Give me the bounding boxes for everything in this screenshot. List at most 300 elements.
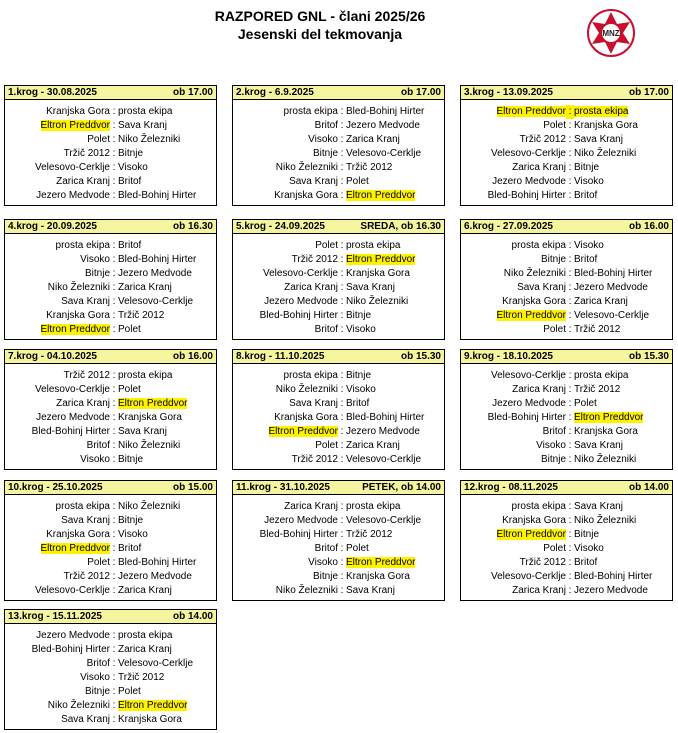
match-separator: : — [340, 501, 344, 512]
match-row — [5, 161, 216, 175]
match-separator: : — [112, 714, 116, 725]
away-team — [118, 556, 216, 570]
home-team-name: Kranjska Gora — [274, 190, 338, 201]
home-team-name: Kranjska Gora — [502, 296, 566, 307]
home-team-name: Sava Kranj — [517, 282, 566, 293]
home-team — [5, 514, 110, 528]
away-team — [574, 133, 672, 147]
home-team — [461, 147, 566, 161]
match-row — [233, 189, 444, 203]
home-team — [5, 629, 110, 643]
away-team — [574, 175, 672, 189]
home-team — [461, 175, 566, 189]
away-team — [346, 369, 444, 383]
home-team — [233, 570, 338, 584]
match-separator: : — [568, 585, 572, 596]
round-card — [4, 480, 217, 601]
away-team-name: Velesovo-Cerklje — [574, 310, 650, 321]
away-team — [346, 411, 444, 425]
match-separator: : — [568, 120, 572, 131]
away-team — [346, 147, 444, 161]
away-team — [118, 175, 216, 189]
match-row — [5, 542, 216, 556]
away-team-name: Britof — [574, 190, 598, 201]
home-team-name: Zarica Kranj — [512, 585, 566, 596]
match-row — [5, 323, 216, 337]
away-team — [574, 500, 672, 514]
away-team-name: Sava Kranj — [346, 282, 395, 293]
match-separator: : — [340, 370, 344, 381]
away-team — [118, 699, 216, 713]
match-row — [461, 161, 672, 175]
home-team-name: Eltron Preddvor — [40, 324, 110, 335]
away-team-name: Tržič 2012 — [574, 384, 621, 395]
away-team-name: Britof — [118, 543, 142, 554]
away-team — [118, 453, 216, 467]
home-team — [5, 133, 110, 147]
match-row — [461, 281, 672, 295]
match-row — [233, 119, 444, 133]
home-team — [5, 453, 110, 467]
round-label: 5.krog - 24.09.2025 — [236, 221, 325, 232]
home-team-name: Sava Kranj — [61, 714, 110, 725]
away-team-name: Niko Železniki — [346, 296, 409, 307]
away-team — [574, 267, 672, 281]
home-team-name: Britof — [86, 440, 110, 451]
away-team-name: Eltron Preddvor — [346, 254, 416, 265]
match-row — [5, 267, 216, 281]
home-team — [233, 369, 338, 383]
away-team-name: Visoko — [118, 162, 148, 173]
home-team — [5, 556, 110, 570]
home-team — [5, 267, 110, 281]
home-team — [233, 105, 338, 119]
home-team — [233, 397, 338, 411]
home-team — [5, 411, 110, 425]
home-team — [233, 453, 338, 467]
match-separator: : — [340, 176, 344, 187]
match-row — [461, 514, 672, 528]
match-separator: : — [112, 176, 116, 187]
match-row — [5, 295, 216, 309]
match-separator: : — [568, 515, 572, 526]
away-team-name: Polet — [118, 686, 141, 697]
home-team-name: Bled-Bohinj Hirter — [31, 426, 110, 437]
match-separator: : — [112, 384, 116, 395]
home-team-name: Zarica Kranj — [284, 501, 338, 512]
home-team — [5, 584, 110, 598]
home-team — [5, 671, 110, 685]
match-row — [461, 189, 672, 203]
home-team-name: Sava Kranj — [61, 515, 110, 526]
round-header — [233, 350, 444, 364]
home-team-name: Britof — [314, 543, 338, 554]
home-team-name: Visoko — [80, 254, 110, 265]
away-team-name: Niko Železniki — [574, 454, 637, 465]
round-card — [460, 480, 673, 601]
home-team-name: Jezero Medvode — [264, 515, 338, 526]
match-row — [233, 323, 444, 337]
home-team-name: Tržič 2012 — [63, 370, 110, 381]
match-separator: : — [340, 268, 344, 279]
away-team — [574, 161, 672, 175]
match-separator: : — [340, 529, 344, 540]
home-team-name: Polet — [87, 557, 110, 568]
away-team-name: Kranjska Gora — [118, 412, 182, 423]
away-team — [574, 119, 672, 133]
home-team — [5, 439, 110, 453]
home-team-name: Visoko — [308, 557, 338, 568]
match-separator: : — [112, 585, 116, 596]
match-row — [5, 528, 216, 542]
home-team-name: Visoko — [80, 454, 110, 465]
round-time: ob 16.30 — [172, 221, 213, 232]
home-team — [233, 161, 338, 175]
round-header — [5, 481, 216, 495]
home-team — [233, 500, 338, 514]
match-row — [461, 309, 672, 323]
away-team — [346, 189, 444, 203]
match-row — [461, 383, 672, 397]
match-separator: : — [112, 296, 116, 307]
home-team-name: Bitnje — [312, 148, 338, 159]
home-team-name: Britof — [314, 324, 338, 335]
round-card — [460, 219, 673, 340]
match-row — [5, 500, 216, 514]
match-row — [461, 253, 672, 267]
away-team-name: Bitnje — [118, 515, 144, 526]
away-team-name: prosta ekipa — [346, 240, 401, 251]
away-team — [118, 397, 216, 411]
away-team — [118, 542, 216, 556]
match-separator: : — [568, 254, 572, 265]
match-row — [5, 397, 216, 411]
home-team — [5, 309, 110, 323]
match-separator: : — [568, 384, 572, 395]
round-label: 11.krog - 31.10.2025 — [236, 482, 330, 493]
match-row — [461, 528, 672, 542]
away-team-name: Jezero Medvode — [118, 571, 192, 582]
match-separator: : — [340, 412, 344, 423]
match-separator: : — [112, 543, 116, 554]
home-team — [5, 528, 110, 542]
match-separator: : — [112, 700, 116, 711]
away-team-name: Britof — [118, 240, 142, 251]
away-team — [118, 514, 216, 528]
away-team — [118, 369, 216, 383]
away-team — [118, 570, 216, 584]
match-separator: : — [340, 426, 344, 437]
away-team-name: Zarica Kranj — [118, 282, 172, 293]
match-row — [233, 133, 444, 147]
away-team-name: Jezero Medvode — [346, 426, 420, 437]
home-team-name: Bitnje — [84, 268, 110, 279]
home-team-name: Polet — [87, 134, 110, 145]
home-team-name: prosta ekipa — [55, 501, 110, 512]
match-row — [233, 147, 444, 161]
home-team-name: Bitnje — [84, 686, 110, 697]
match-separator: : — [112, 501, 116, 512]
round-header — [461, 350, 672, 364]
away-team — [118, 584, 216, 598]
home-team-name: Tržič 2012 — [63, 571, 110, 582]
away-team-name: Zarica Kranj — [574, 296, 628, 307]
match-separator: : — [568, 440, 572, 451]
home-team — [5, 657, 110, 671]
home-team-name: Eltron Preddvor — [496, 310, 566, 321]
match-row — [461, 556, 672, 570]
home-team — [233, 239, 338, 253]
round-card — [4, 219, 217, 340]
round-header — [233, 481, 444, 495]
mnz-logo — [586, 8, 636, 58]
home-team — [461, 411, 566, 425]
home-team — [461, 295, 566, 309]
away-team-name: Kranjska Gora — [574, 120, 638, 131]
away-team-name: Niko Železniki — [118, 501, 181, 512]
round-label: 9.krog - 18.10.2025 — [464, 351, 553, 362]
away-team-name: Jezero Medvode — [346, 120, 420, 131]
home-team — [461, 584, 566, 598]
round-label: 2.krog - 6.9.2025 — [236, 87, 314, 98]
home-team-name: Kranjska Gora — [46, 529, 110, 540]
home-team-name: prosta ekipa — [283, 370, 338, 381]
away-team-name: Niko Železniki — [118, 440, 181, 451]
away-team — [118, 119, 216, 133]
match-row — [5, 309, 216, 323]
home-team — [461, 281, 566, 295]
round-header — [5, 610, 216, 624]
away-team — [118, 383, 216, 397]
match-separator: : — [112, 440, 116, 451]
home-team — [461, 323, 566, 337]
match-row — [233, 309, 444, 323]
away-team — [346, 239, 444, 253]
away-team — [118, 713, 216, 727]
home-team — [5, 175, 110, 189]
round-card — [460, 349, 673, 470]
match-row — [5, 584, 216, 598]
home-team-name: Polet — [543, 120, 566, 131]
home-team-name: Niko Železniki — [47, 282, 110, 293]
away-team — [346, 161, 444, 175]
home-team-name: Kranjska Gora — [502, 515, 566, 526]
match-row — [5, 439, 216, 453]
home-team — [5, 570, 110, 584]
home-team — [5, 105, 110, 119]
away-team-name: Tržič 2012 — [118, 310, 165, 321]
match-row — [233, 295, 444, 309]
round-label: 6.krog - 27.09.2025 — [464, 221, 553, 232]
match-separator: : — [568, 529, 572, 540]
round-time: ob 15.30 — [400, 351, 441, 362]
home-team — [5, 500, 110, 514]
home-team-name: Velesovo-Cerklje — [490, 571, 566, 582]
home-team-name: Velesovo-Cerklje — [34, 585, 110, 596]
match-separator: : — [112, 630, 116, 641]
away-team — [346, 119, 444, 133]
away-team-name: Bled-Bohinj Hirter — [118, 254, 197, 265]
away-team — [346, 500, 444, 514]
home-team-name: Polet — [315, 240, 338, 251]
round-header — [233, 220, 444, 234]
home-team-name: Tržič 2012 — [63, 148, 110, 159]
away-team — [574, 397, 672, 411]
away-team-name: Zarica Kranj — [118, 585, 172, 596]
home-team-name: Jezero Medvode — [36, 630, 110, 641]
match-row — [5, 147, 216, 161]
match-separator: : — [112, 529, 116, 540]
away-team-name: Britof — [574, 254, 598, 265]
away-team-name: Zarica Kranj — [346, 134, 400, 145]
match-separator: : — [340, 162, 344, 173]
home-team — [461, 253, 566, 267]
home-team — [461, 514, 566, 528]
away-team-name: prosta ekipa — [118, 370, 173, 381]
match-separator: : — [568, 268, 572, 279]
match-row — [233, 281, 444, 295]
home-team — [233, 253, 338, 267]
home-team-name: Eltron Preddvor — [40, 120, 110, 131]
match-row — [233, 175, 444, 189]
match-separator: : — [568, 310, 572, 321]
match-row — [5, 253, 216, 267]
away-team — [346, 267, 444, 281]
match-separator: : — [112, 240, 116, 251]
home-team-name: Niko Železniki — [503, 268, 566, 279]
round-label: 7.krog - 04.10.2025 — [8, 351, 97, 362]
away-team — [118, 500, 216, 514]
match-separator: : — [112, 571, 116, 582]
away-team — [118, 425, 216, 439]
away-team — [118, 643, 216, 657]
away-team-name: Niko Železniki — [118, 134, 181, 145]
away-team — [118, 671, 216, 685]
away-team-name: Eltron Preddvor — [118, 700, 188, 711]
page-subtitle: Jesenski del tekmovanja — [237, 26, 403, 42]
away-team-name: Bitnje — [346, 370, 372, 381]
away-team — [118, 281, 216, 295]
home-team-name: Bitnje — [540, 454, 566, 465]
match-row — [5, 514, 216, 528]
home-team — [5, 189, 110, 203]
match-separator: : — [340, 120, 344, 131]
home-team — [461, 439, 566, 453]
match-row — [461, 584, 672, 598]
away-team-name: prosta ekipa — [118, 630, 173, 641]
away-team-name: Sava Kranj — [574, 501, 623, 512]
round-time: PETEK, ob 14.00 — [362, 482, 441, 493]
match-separator: : — [112, 148, 116, 159]
home-team-name: prosta ekipa — [511, 501, 566, 512]
match-row — [233, 542, 444, 556]
away-team — [346, 253, 444, 267]
match-separator: : — [112, 162, 116, 173]
away-team-name: Visoko — [346, 324, 376, 335]
away-team-name: Eltron Preddvor — [346, 557, 416, 568]
away-team — [346, 175, 444, 189]
home-team-name: Polet — [543, 543, 566, 554]
away-team-name: Jezero Medvode — [574, 585, 648, 596]
home-team-name: Bled-Bohinj Hirter — [259, 529, 338, 540]
match-separator: : — [568, 176, 572, 187]
away-team-name: prosta ekipa — [574, 370, 629, 381]
match-row — [461, 453, 672, 467]
away-team — [346, 323, 444, 337]
away-team-name: Velesovo-Cerklje — [118, 658, 194, 669]
home-team — [5, 161, 110, 175]
match-separator: : — [340, 190, 344, 201]
match-separator: : — [112, 658, 116, 669]
away-team — [574, 253, 672, 267]
home-team — [5, 713, 110, 727]
away-team-name: Eltron Preddvor — [118, 398, 188, 409]
away-team — [574, 570, 672, 584]
match-row — [5, 133, 216, 147]
match-separator: : — [568, 398, 572, 409]
match-separator: : — [568, 282, 572, 293]
match-separator: : — [340, 440, 344, 451]
match-row — [233, 411, 444, 425]
home-team — [461, 105, 566, 119]
away-team-name: Polet — [118, 384, 141, 395]
match-row — [461, 411, 672, 425]
home-team — [461, 453, 566, 467]
match-separator: : — [568, 454, 572, 465]
home-team — [461, 267, 566, 281]
match-row — [233, 556, 444, 570]
round-header — [461, 481, 672, 495]
away-team — [118, 629, 216, 643]
home-team — [5, 685, 110, 699]
home-team-name: Kranjska Gora — [274, 412, 338, 423]
round-header — [5, 86, 216, 100]
match-row — [461, 542, 672, 556]
round-label: 12.krog - 08.11.2025 — [464, 482, 558, 493]
home-team-name: Sava Kranj — [61, 296, 110, 307]
away-team-name: Tržič 2012 — [346, 529, 393, 540]
away-team-name: Eltron Preddvor — [346, 190, 416, 201]
match-separator: : — [112, 454, 116, 465]
away-team-name: Tržič 2012 — [118, 672, 165, 683]
home-team-name: Bled-Bohinj Hirter — [487, 190, 566, 201]
away-team-name: Britof — [574, 557, 598, 568]
away-team-name: Kranjska Gora — [346, 571, 410, 582]
home-team-name: Visoko — [536, 440, 566, 451]
home-team-name: Zarica Kranj — [284, 282, 338, 293]
match-separator: : — [340, 571, 344, 582]
match-separator: : — [112, 672, 116, 683]
home-team-name: Niko Železniki — [275, 384, 338, 395]
away-team — [346, 453, 444, 467]
home-team — [461, 189, 566, 203]
match-row — [5, 699, 216, 713]
home-team — [5, 542, 110, 556]
home-team-name: Niko Železniki — [275, 162, 338, 173]
home-team-name: Eltron Preddvor — [40, 543, 110, 554]
round-card — [4, 85, 217, 206]
home-team — [233, 514, 338, 528]
match-separator: : — [568, 148, 572, 159]
home-team-name: Britof — [314, 120, 338, 131]
match-separator: : — [568, 370, 572, 381]
home-team — [5, 369, 110, 383]
match-separator: : — [568, 501, 572, 512]
home-team-name: Kranjska Gora — [46, 310, 110, 321]
away-team-name: prosta ekipa — [118, 106, 173, 117]
away-team-name: Bled-Bohinj Hirter — [574, 268, 653, 279]
away-team — [574, 453, 672, 467]
